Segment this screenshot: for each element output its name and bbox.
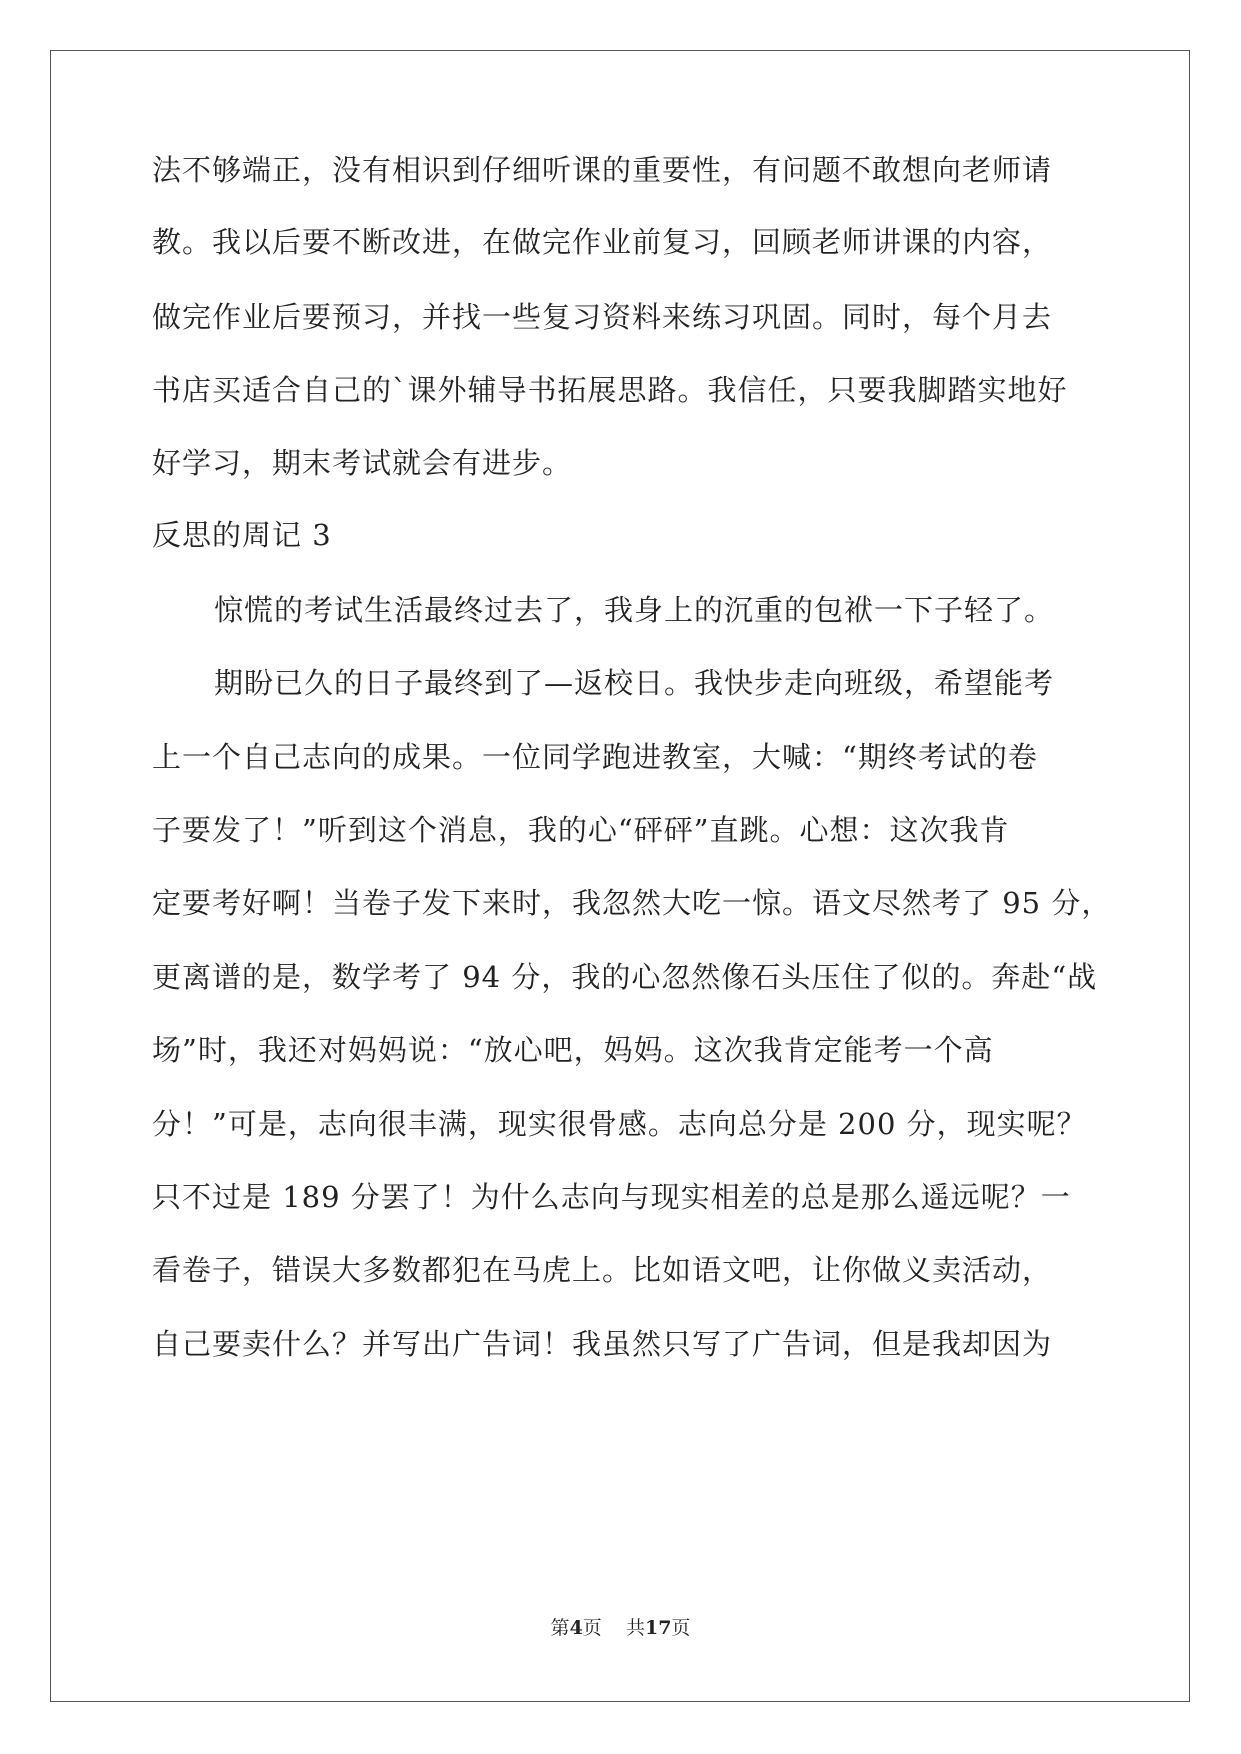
text-line: 教。我以后要不断改进，在做完作业前复习，回顾老师讲课的内容， bbox=[152, 225, 1053, 259]
current-page-number: 4 bbox=[569, 1617, 583, 1639]
text-line: 期盼已久的日子最终到了—返校日。我快步走向班级，希望能考 bbox=[214, 666, 1055, 700]
text-line: 做完作业后要预习，并找一些复习资料来练习巩固。同时，每个月去 bbox=[152, 300, 1053, 334]
footer-suffix: 页 bbox=[671, 1617, 691, 1639]
page-footer bbox=[0, 1616, 1241, 1640]
text-line: 看卷子，错误大多数都犯在马虎上。比如语文吧，让你做义卖活动， bbox=[152, 1253, 1053, 1287]
text-line: 惊慌的考试生活最终过去了，我身上的沉重的包袱一下子轻了。 bbox=[214, 593, 1055, 627]
text-line: 分！”可是，志向很丰满，现实很骨感。志向总分是 200 分，现实呢？ bbox=[152, 1107, 1087, 1141]
text-line: 上一个自己志向的成果。一位同学跑进教室，大喊：“期终考试的卷 bbox=[152, 740, 1038, 774]
text-line: 定要考好啊！当卷子发下来时，我忽然大吃一惊。语文尽然考了 95 分， bbox=[152, 886, 1112, 920]
footer-prefix: 第 bbox=[550, 1617, 570, 1639]
text-line: 法不够端正，没有相识到仔细听课的重要性，有问题不敢想向老师请 bbox=[152, 153, 1053, 187]
section-heading: 反思的周记 3 bbox=[152, 518, 332, 552]
text-line: 只不过是 189 分罢了！为什么志向与现实相差的总是那么遥远呢？一 bbox=[152, 1180, 1071, 1214]
text-line: 自己要卖什么？并写出广告词！我虽然只写了广告词，但是我却因为 bbox=[152, 1327, 1053, 1361]
text-line: 好学习，期末考试就会有进步。 bbox=[152, 446, 573, 480]
footer-mid: 页 共 bbox=[582, 1617, 645, 1639]
text-line: 书店买适合自己的`课外辅导书拓展思路。我信任，只要我脚踏实地好 bbox=[152, 373, 1068, 407]
total-pages-number: 17 bbox=[644, 1617, 672, 1639]
text-line: 更离谱的是，数学考了 94 分，我的心忽然像石头压住了似的。奔赴“战 bbox=[152, 960, 1098, 994]
text-line: 子要发了！”听到这个消息，我的心“砰砰”直跳。心想：这次我肯 bbox=[152, 813, 1010, 847]
text-line: 场”时，我还对妈妈说：“放心吧，妈妈。这次我肯定能考一个高 bbox=[152, 1033, 994, 1067]
